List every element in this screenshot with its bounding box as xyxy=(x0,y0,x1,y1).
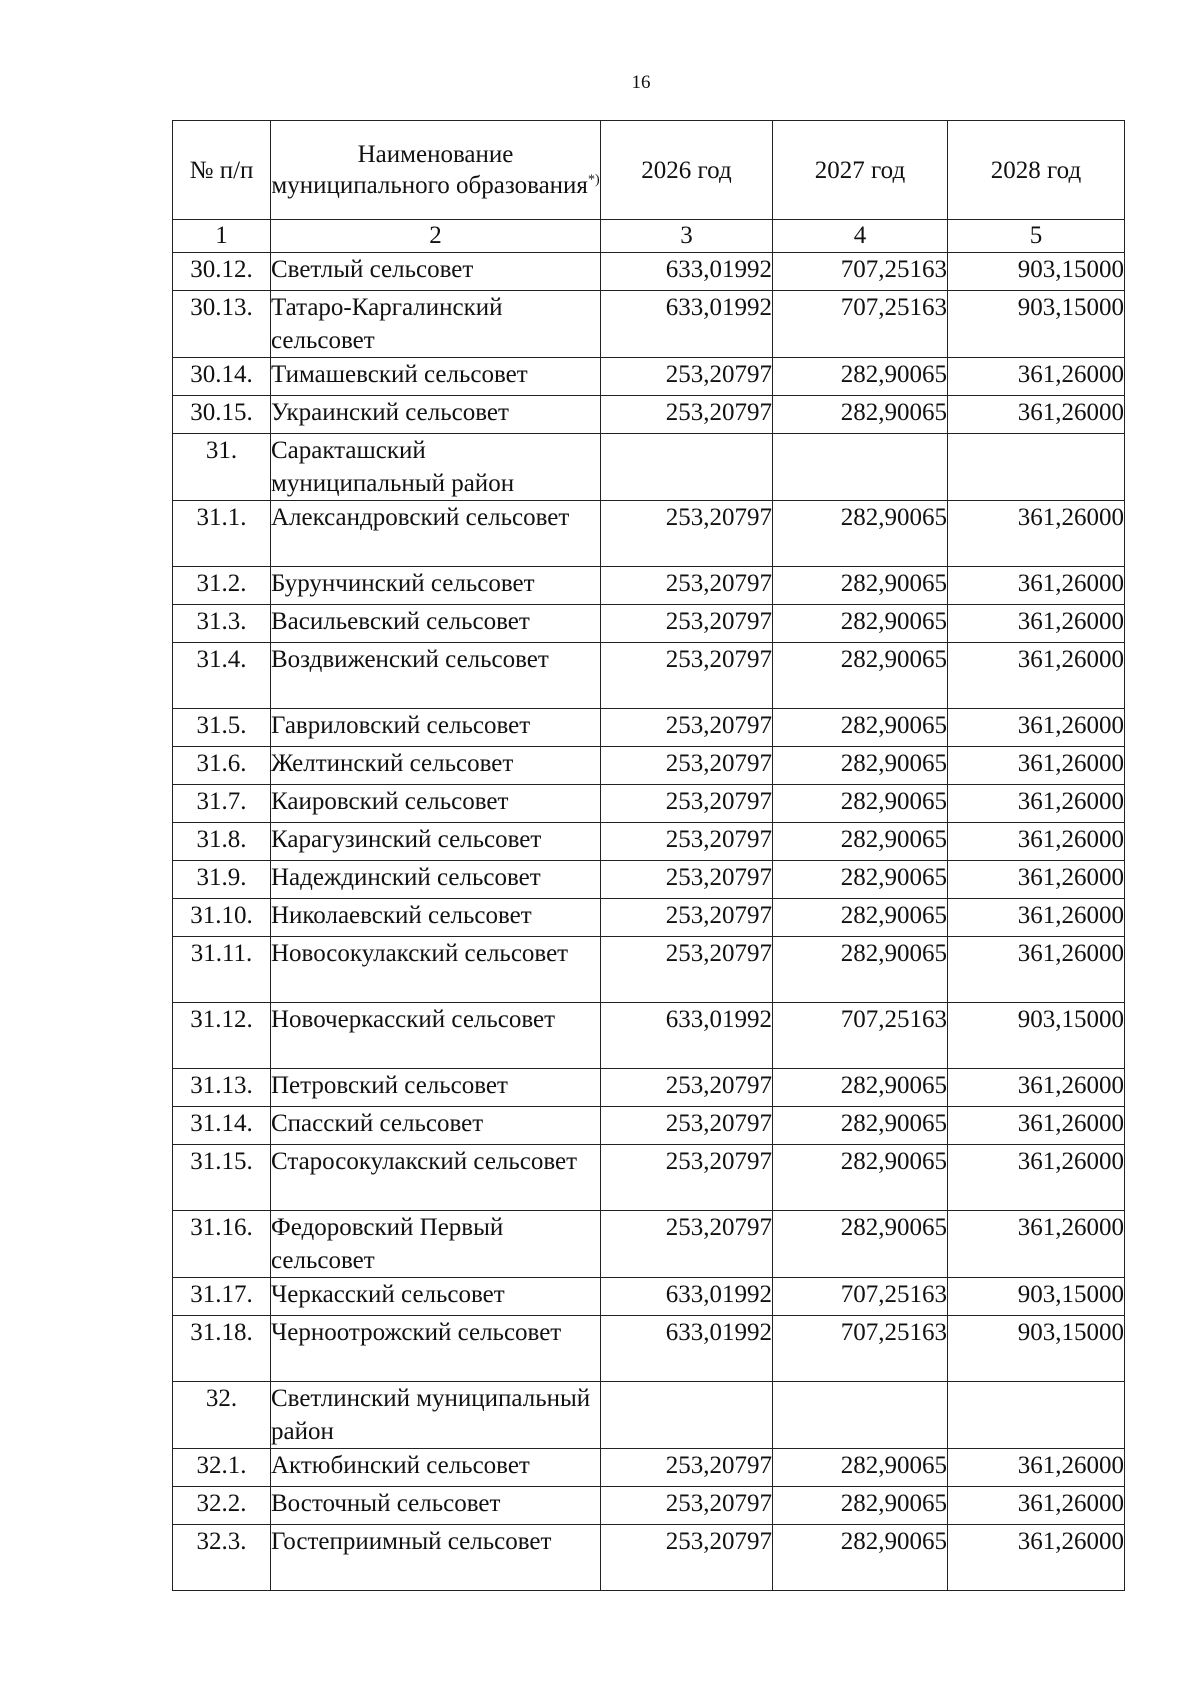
value-2026 xyxy=(601,1382,773,1449)
table-row xyxy=(173,1069,1125,1107)
column-number: 1 xyxy=(173,220,271,253)
value-2026: 253,20797 xyxy=(601,396,773,434)
value-2027: 282,90065 xyxy=(773,643,948,709)
table-row xyxy=(173,501,1125,567)
header-name-text: Наименование муниципального образования xyxy=(271,141,588,199)
value-2027: 707,25163 xyxy=(773,253,948,291)
value-2027: 282,90065 xyxy=(773,605,948,643)
municipality-name: Саракташский муниципальный район xyxy=(271,434,601,501)
column-number: 4 xyxy=(773,220,948,253)
table-row xyxy=(173,396,1125,434)
row-number: 31.11. xyxy=(173,937,271,1003)
value-2027 xyxy=(773,1382,948,1449)
value-2026: 253,20797 xyxy=(601,937,773,1003)
value-2026: 253,20797 xyxy=(601,358,773,396)
row-number: 32.3. xyxy=(173,1525,271,1591)
table-row xyxy=(173,937,1125,1003)
table-row xyxy=(173,785,1125,823)
municipality-name: Желтинский сельсовет xyxy=(271,747,601,785)
municipality-name: Бурунчинский сельсовет xyxy=(271,567,601,605)
row-number: 31.4. xyxy=(173,643,271,709)
table-row xyxy=(173,1211,1125,1278)
municipality-name: Александровский сельсовет xyxy=(271,501,601,567)
municipality-name: Восточный сельсовет xyxy=(271,1487,601,1525)
municipality-name: Тимашевский сельсовет xyxy=(271,358,601,396)
table-row xyxy=(173,643,1125,709)
value-2027: 282,90065 xyxy=(773,1107,948,1145)
municipality-name: Каировский сельсовет xyxy=(271,785,601,823)
value-2026: 253,20797 xyxy=(601,899,773,937)
row-number: 31.1. xyxy=(173,501,271,567)
value-2028: 361,26000 xyxy=(948,1487,1125,1525)
value-2026: 633,01992 xyxy=(601,1278,773,1316)
row-number: 31.5. xyxy=(173,709,271,747)
value-2026: 633,01992 xyxy=(601,1316,773,1382)
value-2026: 253,20797 xyxy=(601,1525,773,1591)
value-2027: 282,90065 xyxy=(773,1069,948,1107)
table-row xyxy=(173,253,1125,291)
municipality-name: Васильевский сельсовет xyxy=(271,605,601,643)
value-2028: 361,26000 xyxy=(948,861,1125,899)
value-2026: 253,20797 xyxy=(601,1145,773,1211)
value-2027: 707,25163 xyxy=(773,1003,948,1069)
value-2027: 282,90065 xyxy=(773,501,948,567)
value-2026: 633,01992 xyxy=(601,253,773,291)
table-row xyxy=(173,747,1125,785)
municipality-name: Украинский сельсовет xyxy=(271,396,601,434)
value-2027: 707,25163 xyxy=(773,1316,948,1382)
municipality-name: Черноотрожский сельсовет xyxy=(271,1316,601,1382)
row-number: 32. xyxy=(173,1382,271,1449)
value-2026: 253,20797 xyxy=(601,747,773,785)
header-number: № п/п xyxy=(173,121,271,220)
header-2028: 2028 год xyxy=(948,121,1125,220)
value-2028: 361,26000 xyxy=(948,1525,1125,1591)
value-2028: 361,26000 xyxy=(948,1107,1125,1145)
value-2027: 707,25163 xyxy=(773,1278,948,1316)
value-2028: 361,26000 xyxy=(948,358,1125,396)
municipality-name: Новосокулакский сельсовет xyxy=(271,937,601,1003)
value-2026: 253,20797 xyxy=(601,709,773,747)
value-2026: 253,20797 xyxy=(601,1449,773,1487)
value-2027: 282,90065 xyxy=(773,1487,948,1525)
value-2026: 253,20797 xyxy=(601,861,773,899)
row-number: 31.14. xyxy=(173,1107,271,1145)
value-2028 xyxy=(948,1382,1125,1449)
header-2027: 2027 год xyxy=(773,121,948,220)
table-row xyxy=(173,1107,1125,1145)
value-2027: 282,90065 xyxy=(773,1145,948,1211)
value-2027: 282,90065 xyxy=(773,1211,948,1278)
table-row xyxy=(173,861,1125,899)
row-number: 31.17. xyxy=(173,1278,271,1316)
table-row xyxy=(173,823,1125,861)
value-2027: 282,90065 xyxy=(773,785,948,823)
value-2026: 253,20797 xyxy=(601,567,773,605)
municipality-name: Спасский сельсовет xyxy=(271,1107,601,1145)
page-number: 16 xyxy=(631,72,651,93)
value-2027: 282,90065 xyxy=(773,396,948,434)
table-row xyxy=(173,1278,1125,1316)
table-header-row xyxy=(173,121,1125,220)
value-2028: 903,15000 xyxy=(948,1278,1125,1316)
table-row xyxy=(173,434,1125,501)
value-2027: 282,90065 xyxy=(773,358,948,396)
value-2028: 361,26000 xyxy=(948,567,1125,605)
column-number-row xyxy=(173,220,1125,253)
table-row xyxy=(173,605,1125,643)
value-2026 xyxy=(601,434,773,501)
value-2028: 361,26000 xyxy=(948,709,1125,747)
municipality-name: Карагузинский сельсовет xyxy=(271,823,601,861)
value-2028: 361,26000 xyxy=(948,747,1125,785)
row-number: 32.1. xyxy=(173,1449,271,1487)
value-2027: 282,90065 xyxy=(773,747,948,785)
header-footnote-mark: *) xyxy=(587,172,600,188)
value-2026: 253,20797 xyxy=(601,501,773,567)
municipality-name: Новочеркасский сельсовет xyxy=(271,1003,601,1069)
column-number: 2 xyxy=(271,220,601,253)
row-number: 31.12. xyxy=(173,1003,271,1069)
value-2026: 253,20797 xyxy=(601,643,773,709)
municipality-name: Надеждинский сельсовет xyxy=(271,861,601,899)
value-2028 xyxy=(948,434,1125,501)
table-row xyxy=(173,1003,1125,1069)
row-number: 30.12. xyxy=(173,253,271,291)
row-number: 30.13. xyxy=(173,291,271,358)
municipality-name: Старосокулакский сельсовет xyxy=(271,1145,601,1211)
value-2026: 253,20797 xyxy=(601,1211,773,1278)
value-2028: 361,26000 xyxy=(948,1069,1125,1107)
municipality-name: Светлый сельсовет xyxy=(271,253,601,291)
municipality-name: Федоровский Первый сельсовет xyxy=(271,1211,601,1278)
row-number: 31.9. xyxy=(173,861,271,899)
value-2026: 253,20797 xyxy=(601,1487,773,1525)
value-2027: 282,90065 xyxy=(773,1525,948,1591)
table-row xyxy=(173,358,1125,396)
row-number: 31.10. xyxy=(173,899,271,937)
table-row xyxy=(173,567,1125,605)
value-2028: 361,26000 xyxy=(948,937,1125,1003)
value-2028: 903,15000 xyxy=(948,291,1125,358)
value-2027: 282,90065 xyxy=(773,899,948,937)
row-number: 31.2. xyxy=(173,567,271,605)
value-2027 xyxy=(773,434,948,501)
value-2028: 361,26000 xyxy=(948,1145,1125,1211)
value-2028: 361,26000 xyxy=(948,396,1125,434)
value-2027: 282,90065 xyxy=(773,567,948,605)
value-2028: 361,26000 xyxy=(948,899,1125,937)
value-2026: 253,20797 xyxy=(601,785,773,823)
table-row xyxy=(173,1449,1125,1487)
table-row xyxy=(173,1145,1125,1211)
value-2027: 707,25163 xyxy=(773,291,948,358)
header-2026: 2026 год xyxy=(601,121,773,220)
municipality-name: Гостеприимный сельсовет xyxy=(271,1525,601,1591)
row-number: 32.2. xyxy=(173,1487,271,1525)
value-2027: 282,90065 xyxy=(773,823,948,861)
municipality-name: Воздвиженский сельсовет xyxy=(271,643,601,709)
row-number: 31.16. xyxy=(173,1211,271,1278)
column-number: 3 xyxy=(601,220,773,253)
value-2027: 282,90065 xyxy=(773,709,948,747)
value-2028: 903,15000 xyxy=(948,1316,1125,1382)
value-2026: 633,01992 xyxy=(601,291,773,358)
value-2026: 633,01992 xyxy=(601,1003,773,1069)
table-row xyxy=(173,1487,1125,1525)
row-number: 31.15. xyxy=(173,1145,271,1211)
value-2027: 282,90065 xyxy=(773,1449,948,1487)
table-row xyxy=(173,899,1125,937)
value-2026: 253,20797 xyxy=(601,1069,773,1107)
table-row xyxy=(173,1382,1125,1449)
table-row xyxy=(173,291,1125,358)
row-number: 31. xyxy=(173,434,271,501)
table-row xyxy=(173,1525,1125,1591)
allocation-table xyxy=(172,120,1125,1591)
municipality-name: Светлинский муниципальный район xyxy=(271,1382,601,1449)
value-2028: 903,15000 xyxy=(948,253,1125,291)
municipality-name: Черкасский сельсовет xyxy=(271,1278,601,1316)
row-number: 31.6. xyxy=(173,747,271,785)
row-number: 30.15. xyxy=(173,396,271,434)
row-number: 31.3. xyxy=(173,605,271,643)
value-2027: 282,90065 xyxy=(773,937,948,1003)
row-number: 31.13. xyxy=(173,1069,271,1107)
value-2027: 282,90065 xyxy=(773,861,948,899)
value-2026: 253,20797 xyxy=(601,605,773,643)
value-2028: 361,26000 xyxy=(948,1449,1125,1487)
value-2026: 253,20797 xyxy=(601,823,773,861)
value-2028: 361,26000 xyxy=(948,1211,1125,1278)
row-number: 31.8. xyxy=(173,823,271,861)
value-2028: 903,15000 xyxy=(948,1003,1125,1069)
row-number: 31.7. xyxy=(173,785,271,823)
row-number: 31.18. xyxy=(173,1316,271,1382)
value-2028: 361,26000 xyxy=(948,605,1125,643)
value-2028: 361,26000 xyxy=(948,501,1125,567)
table-row xyxy=(173,1316,1125,1382)
row-number: 30.14. xyxy=(173,358,271,396)
municipality-name: Петровский сельсовет xyxy=(271,1069,601,1107)
column-number: 5 xyxy=(948,220,1125,253)
municipality-name: Гавриловский сельсовет xyxy=(271,709,601,747)
table-row xyxy=(173,709,1125,747)
value-2028: 361,26000 xyxy=(948,823,1125,861)
header-municipality-name xyxy=(271,121,601,220)
value-2028: 361,26000 xyxy=(948,643,1125,709)
table-body xyxy=(173,253,1125,1591)
value-2028: 361,26000 xyxy=(948,785,1125,823)
municipality-name: Татаро-Каргалинский сельсовет xyxy=(271,291,601,358)
value-2026: 253,20797 xyxy=(601,1107,773,1145)
municipality-name: Актюбинский сельсовет xyxy=(271,1449,601,1487)
municipality-name: Николаевский сельсовет xyxy=(271,899,601,937)
